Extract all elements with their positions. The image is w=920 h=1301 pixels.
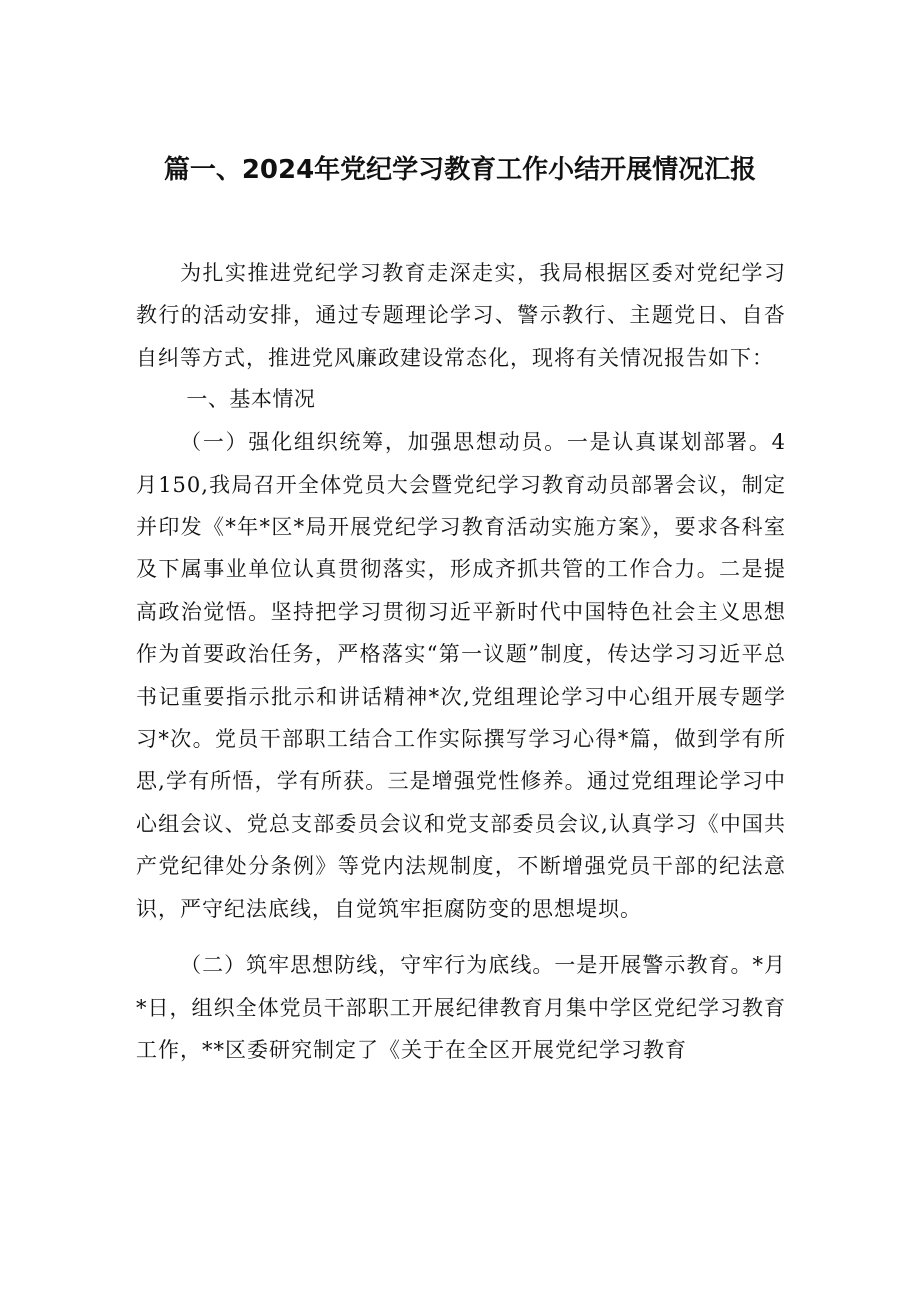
document-title: 篇一、2024年党纪学习教育工作小结开展情况汇报 bbox=[163, 155, 757, 185]
paragraph-defense-line: （二）筑牢思想防线，守牢行为底线。一是开展警示教育。*月*日，组织全体党员干部职工开展纪律教育月集中学区党纪学习教育工作，**区委研究制定了《关于在全区开展党纪学习教育 bbox=[136, 953, 786, 1062]
section-heading-basic-situation: 一、基本情况 bbox=[186, 387, 316, 412]
paragraph-organization: （一）强化组织统筹，加强思想动员。一是认真谋划部署。4月150,我局召开全体党员大会暨党纪学习教育动员部署会议，制定并印发《*年*区*局开展党纪学习教育活动实施方案》，要求各科室及下属事业单位认真贯彻落实，形成齐抓共管的工作合力。二是提高政治觉悟。坚持把学习贯彻习近平新时代中国特色社会主义思想作为首要政治任务，严格落实“第一议题”制度，传达学习习近平总书记重要指示批示和讲话精神*次,党组理论学习中心组开展专题学习*次。党员干部职工结合工作实际撰写学习心得*篇，做到学有所思,学有所悟，学有所获。三是增强党性修养。通过党组理论学习中心组会议、党总支部委员会议和党支部委员会议,认真学习《中国共产党纪律处分条例》等党内法规制度，不断增强党员干部的纪法意识，严守纪法底线，自觉筑牢拒腐防变的思想堤坝。 bbox=[136, 430, 786, 921]
document-body bbox=[136, 252, 786, 1071]
intro-paragraph: 为扎实推进党纪学习教育走深走实，我局根据区委对党纪学习教行的活动安排，通过专题理论学习、警示教行、主题党日、自沓自纠等方式，推进党风廉政建设常态化，现将有关情况报告如下： bbox=[136, 261, 786, 370]
